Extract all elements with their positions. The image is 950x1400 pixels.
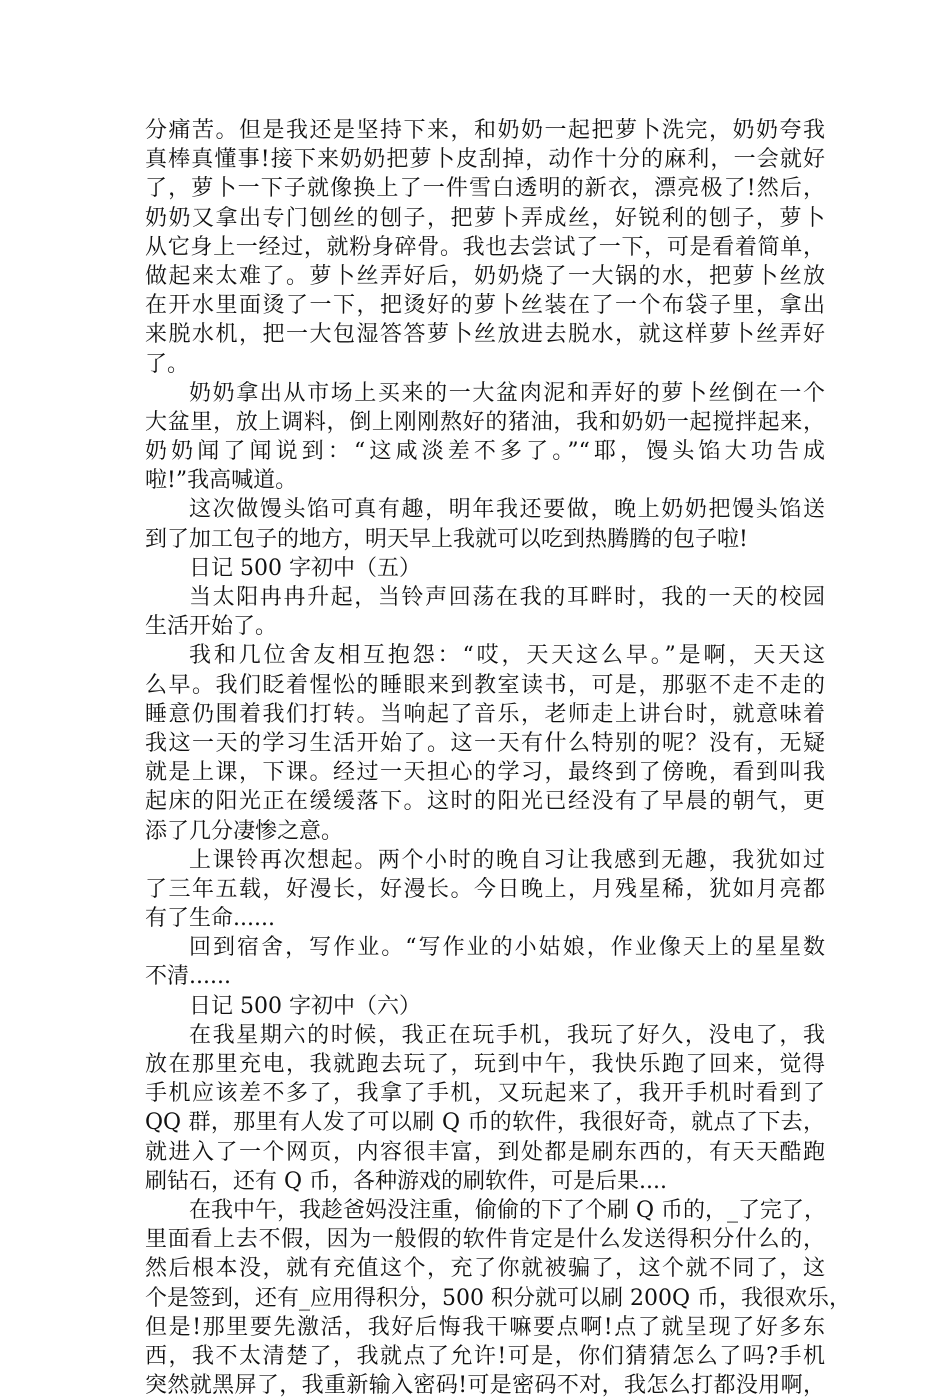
text-line: 奶奶拿出从市场上买来的一大盆肉泥和弄好的萝卜丝倒在一个 [189, 380, 825, 406]
document-body [145, 116, 852, 1400]
text-line: 刷钻石，还有 Q 币，各种游戏的刷软件，可是后果.... [145, 1168, 667, 1194]
text-line: 这次做馒头馅可真有趣，明年我还要做，晚上奶奶把馒头馅送 [189, 497, 825, 523]
text-line: 手机应该差不多了，我拿了手机，又玩起来了，我开手机时看到了 [145, 1081, 825, 1107]
text-line: 到了加工包子的地方，明天早上我就可以吃到热腾腾的包子啦! [145, 526, 748, 552]
text-line: 放在那里充电，我就跑去玩了，玩到中午，我快乐跑了回来，觉得 [145, 1052, 825, 1077]
text-line: 添了几分凄惨之意。 [145, 818, 344, 844]
text-line: 有了生命...... [145, 906, 275, 932]
text-line: 睡意仍围着我们打转。当响起了音乐，老师走上讲台时，就意味着 [145, 701, 825, 727]
text-line: 日记 500 字初中（六） [189, 993, 421, 1019]
text-line: 大盆里，放上调料，倒上刚刚熬好的猪油，我和奶奶一起搅拌起来， [145, 409, 825, 435]
text-line: 回到宿舍，写作业。“写作业的小姑娘，作业像天上的星星数 [189, 935, 825, 961]
text-line: 起床的阳光正在缓缓落下。这时的阳光已经没有了早晨的朝气，更 [145, 789, 825, 815]
text-line: 了三年五载，好漫长，好漫长。今日晚上，月残星稀，犹如月亮都 [145, 876, 825, 902]
text-line: 了。 [145, 351, 190, 377]
text-line: 生活开始了。 [145, 614, 278, 640]
text-line: 突然就黑屏了，我重新输入密码!可是密码不对，我怎么打都没用啊， [145, 1373, 825, 1399]
text-line: 在开水里面烫了一下，把烫好的萝卜丝装在了一个布袋子里，拿出 [145, 293, 825, 319]
text-line: 分痛苦。但是我还是坚持下来，和奶奶一起把萝卜洗完，奶奶夸我 [145, 118, 825, 143]
text-line: 做起来太难了。萝卜丝弄好后，奶奶烧了一大锅的水，把萝卜丝放 [145, 263, 825, 289]
text-line: 不清...... [145, 964, 231, 990]
text-line: 就进入了一个网页，内容很丰富，到处都是刷东西的，有天天酷跑 [145, 1139, 825, 1165]
text-line: 从它身上一经过，就粉身碎骨。我也去尝试了一下，可是看着简单， [145, 234, 825, 260]
text-line: 我这一天的学习生活开始了。这一天有什么特别的呢？没有，无疑 [145, 730, 825, 756]
text-line: 就是上课，下课。经过一天担心的学习，最终到了傍晚，看到叫我 [145, 760, 825, 786]
text-line: 然后根本没，就有充值这个，充了你就被骗了，这个就不同了，这 [145, 1256, 825, 1282]
text-line: 里面看上去不假，因为一般假的软件肯定是什么发送得积分什么的， [145, 1227, 825, 1253]
text-line: 了，萝卜一下子就像换上了一件雪白透明的新衣，漂亮极了!然后， [145, 176, 825, 202]
text-line: 来脱水机，把一大包湿答答萝卜丝放进去脱水，就这样萝卜丝弄好 [145, 322, 825, 348]
text-line: 但是!那里要先激活，我好后悔我干嘛要点啊!点了就呈现了好多东 [145, 1314, 825, 1340]
text-line: 当太阳冉冉升起，当铃声回荡在我的耳畔时，我的一天的校园 [189, 585, 825, 610]
text-line: 在我星期六的时候，我正在玩手机，我玩了好久，没电了，我 [189, 1022, 825, 1048]
text-line: 奶奶又拿出专门刨丝的刨子，把萝卜弄成丝，好锐利的刨子，萝卜 [145, 205, 825, 231]
text-line: 啦!”我高喊道。 [145, 468, 298, 494]
text-line: 日记 500 字初中（五） [189, 555, 421, 581]
text-line: 西，我不太清楚了，我就点了允许!可是，你们猜猜怎么了吗?手机 [145, 1343, 825, 1369]
text-line: 真棒真懂事!接下来奶奶把萝卜皮刮掉，动作十分的麻利，一会就好 [145, 147, 825, 173]
text-line: 上课铃再次想起。两个小时的晚自习让我感到无趣，我犹如过 [189, 847, 825, 873]
text-line: 么早。我们眨着惺忪的睡眼来到教室读书，可是，那驱不走不走的 [145, 672, 825, 698]
text-line: QQ 群，那里有人发了可以刷 Q 币的软件，我很好奇，就点了下去， [145, 1110, 825, 1136]
text-line: 奶奶闻了闻说到：“这咸淡差不多了。”“耶，馒头馅大功告成 [145, 439, 825, 465]
text-line: 在我中午，我趁爸妈没注重，偷偷的下了个刷 Q 币的，_了完了， [189, 1197, 827, 1223]
text-line: 我和几位舍友相互抱怨：“哎，天天这么早。”是啊，天天这 [189, 643, 825, 669]
text-line: 个是签到，还有_应用得积分，500 积分就可以刷 200Q 币，我很欢乐， [145, 1285, 852, 1311]
